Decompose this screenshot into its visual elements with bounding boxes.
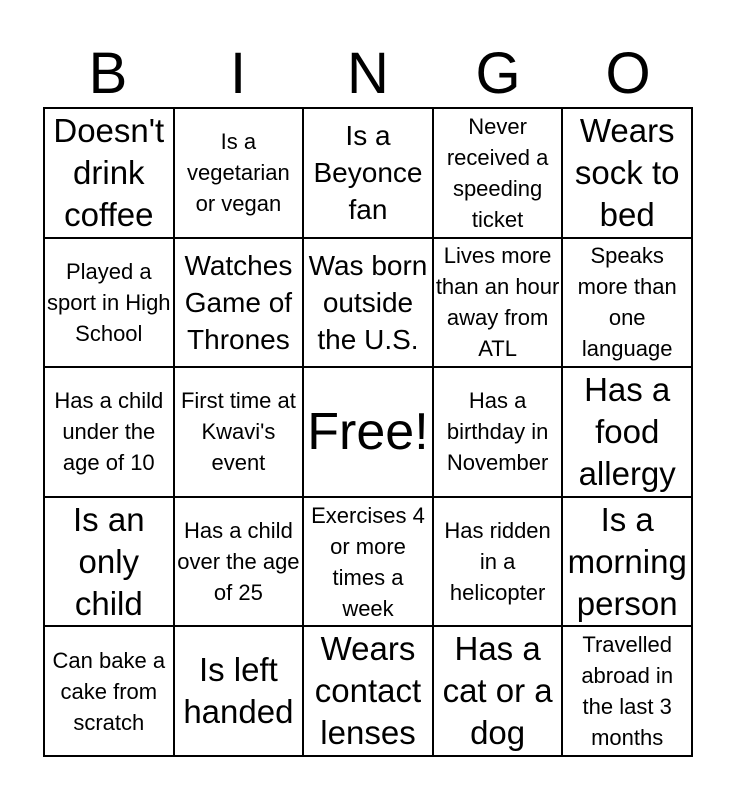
bingo-cell[interactable]: First time at Kwavi's event xyxy=(174,367,304,497)
bingo-cell[interactable]: Wears contact lenses xyxy=(303,626,433,756)
bingo-header xyxy=(43,40,693,108)
bingo-cell[interactable]: Watches Game of Thrones xyxy=(174,238,304,368)
header-letter: N xyxy=(347,41,389,106)
bingo-cell[interactable]: Exercises 4 or more times a week xyxy=(303,497,433,627)
bingo-cell[interactable]: Was born outside the U.S. xyxy=(303,238,433,368)
bingo-cell[interactable]: Played a sport in High School xyxy=(44,238,174,368)
bingo-cell[interactable]: Is a vegetarian or vegan xyxy=(174,108,304,238)
bingo-cell[interactable]: Has a cat or a dog xyxy=(433,626,563,756)
bingo-cell[interactable]: Doesn't drink coffee xyxy=(44,108,174,238)
bingo-cell[interactable]: Has ridden in a helicopter xyxy=(433,497,563,627)
bingo-cell[interactable]: Travelled abroad in the last 3 months xyxy=(562,626,692,756)
bingo-cell[interactable]: Has a child over the age of 25 xyxy=(174,497,304,627)
bingo-cell[interactable]: Can bake a cake from scratch xyxy=(44,626,174,756)
bingo-cell[interactable]: Never received a speeding ticket xyxy=(433,108,563,238)
bingo-cell[interactable]: Has a food allergy xyxy=(562,367,692,497)
header-letter: G xyxy=(475,41,521,106)
bingo-cell[interactable]: Wears sock to bed xyxy=(562,108,692,238)
free-cell[interactable]: Free! xyxy=(303,367,433,497)
bingo-grid xyxy=(43,107,693,757)
bingo-cell[interactable]: Is a morning person xyxy=(562,497,692,627)
header-letter: B xyxy=(88,41,128,106)
bingo-cell[interactable]: Has a birthday in November xyxy=(433,367,563,497)
bingo-cell[interactable]: Is an only child xyxy=(44,497,174,627)
header-letter: O xyxy=(605,41,651,106)
bingo-cell[interactable]: Is left handed xyxy=(174,626,304,756)
bingo-cell[interactable]: Is a Beyonce fan xyxy=(303,108,433,238)
bingo-cell[interactable]: Lives more than an hour away from ATL xyxy=(433,238,563,368)
bingo-cell[interactable]: Speaks more than one language xyxy=(562,238,692,368)
bingo-cell[interactable]: Has a child under the age of 10 xyxy=(44,367,174,497)
header-letter: I xyxy=(229,41,247,106)
